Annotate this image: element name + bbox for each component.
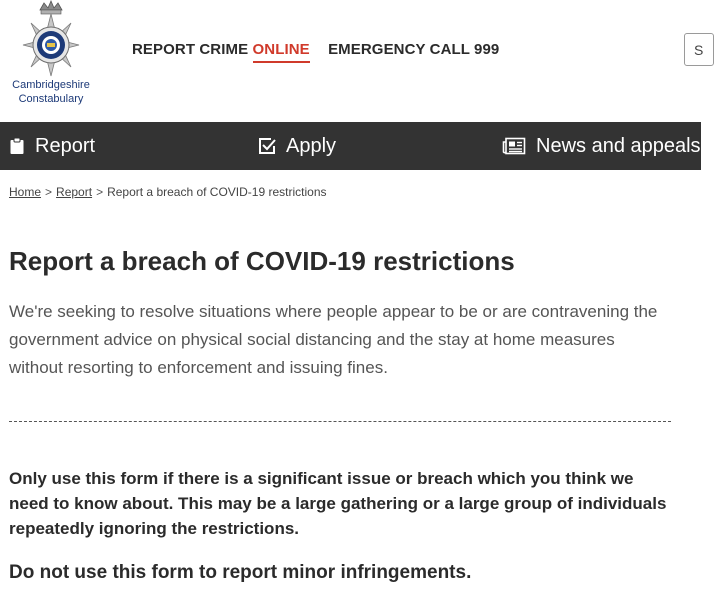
page-title: Report a breach of COVID-19 restrictions [9,246,515,276]
logo-line-1: Cambridgeshire [12,79,90,91]
report-crime-online-link[interactable] [132,41,310,63]
emergency-call-link[interactable]: EMERGENCY CALL 999 [328,41,500,58]
site-header [0,0,704,122]
newspaper-icon [502,137,526,155]
search-input[interactable]: S [684,33,714,66]
logo-line-2: Constabulary [18,93,84,105]
main-nav [0,122,701,170]
warning-paragraph: Only use this form if there is a significant issue or breach which you think we need to know about. This may be a large gathering or a large group of individuals repeatedly ignoring the restrictions. [9,469,667,538]
breadcrumb-home[interactable]: Home [9,185,42,199]
checkbox-icon [258,137,276,155]
content-divider [9,421,671,422]
minor-infringements-note: Do not use this form to report minor infringements. [9,562,472,583]
police-crest-icon [18,0,84,76]
online-text: ONLINE [253,41,310,63]
breadcrumb-separator: > [96,185,104,199]
nav-news-and-appeals[interactable] [502,122,701,170]
intro-paragraph: We're seeking to resolve situations where people appear to be or are contravening the government advice on physical social distancing and the stay at home measures without resorting to enforcement and issuing fines. [9,302,658,377]
constabulary-logo[interactable] [8,0,94,110]
report-crime-text: REPORT CRIME [132,41,249,58]
nav-report[interactable] [9,122,95,170]
top-links [132,41,499,58]
breadcrumb-separator: > [45,185,53,199]
nav-apply-label: Apply [286,134,337,157]
breadcrumb-current: Report a breach of COVID-19 restrictions [107,185,327,199]
nav-news-label: News and appeals [536,134,701,157]
clipboard-icon [9,137,25,155]
breadcrumb [9,185,327,199]
breadcrumb-report[interactable]: Report [56,185,93,199]
nav-report-label: Report [35,134,96,157]
nav-apply[interactable] [258,122,336,170]
logo-text [8,78,94,106]
